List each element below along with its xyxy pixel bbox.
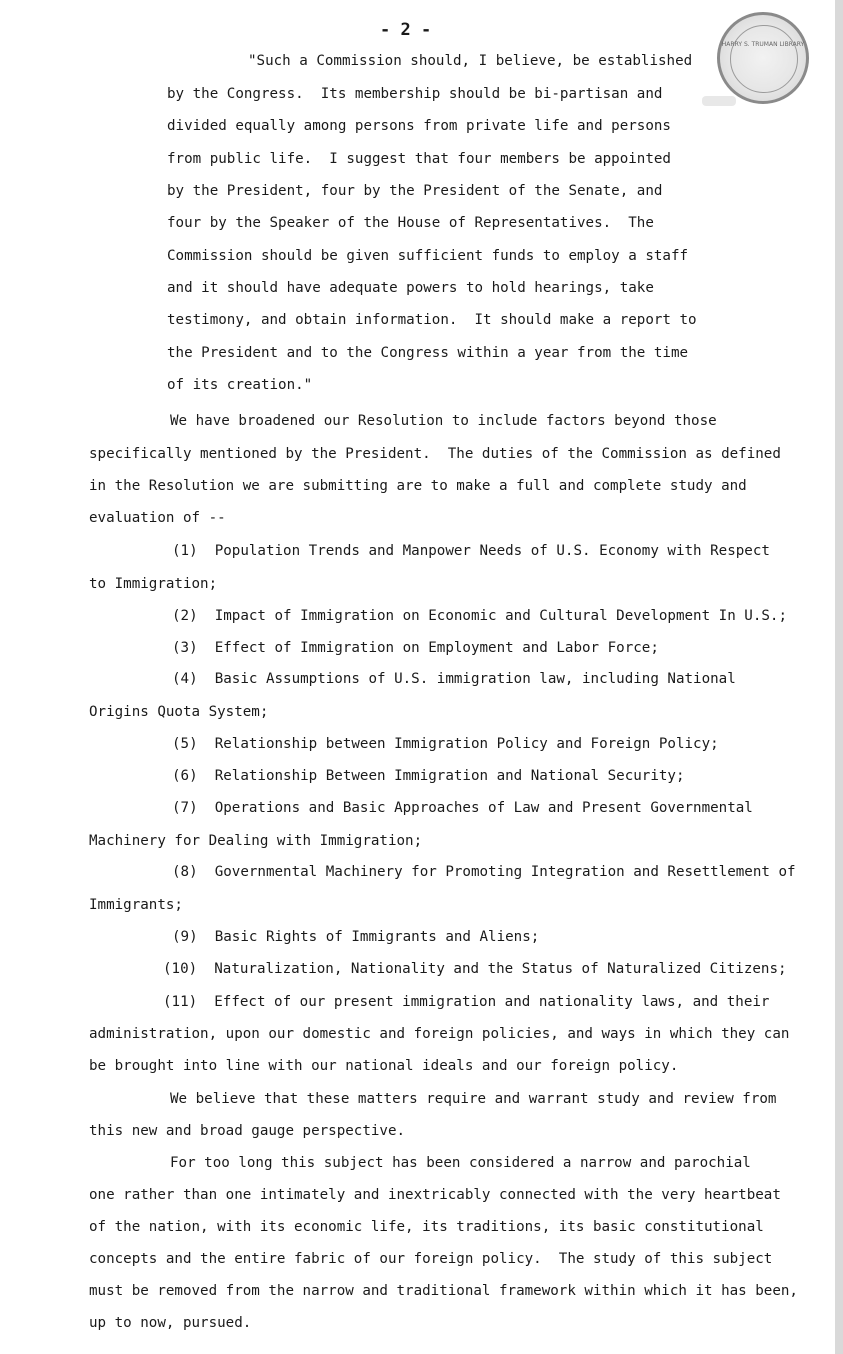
text-line: up to now, pursued. bbox=[89, 1315, 252, 1331]
list-item: (3) Effect of Immigration on Employment and Labor Force; bbox=[172, 640, 659, 656]
text-line: the President and to the Congress within a year from the time bbox=[167, 345, 689, 361]
list-item: (11) Effect of our present immigration and nationality laws, and their bbox=[163, 994, 770, 1010]
page-number: - 2 - bbox=[380, 20, 432, 40]
text-line: We have broadened our Resolution to include factors beyond those bbox=[170, 413, 717, 429]
library-seal-icon bbox=[717, 12, 809, 104]
text-line: four by the Speaker of the House of Representatives. The bbox=[167, 215, 654, 231]
text-line: specifically mentioned by the President. The duties of the Commission as defined bbox=[89, 446, 781, 462]
text-line: testimony, and obtain information. It should make a report to bbox=[167, 312, 697, 328]
text-line: must be removed from the narrow and traditional framework within which it has been, bbox=[89, 1283, 798, 1299]
page-edge bbox=[835, 0, 843, 1354]
text-line: divided equally among persons from private life and persons bbox=[167, 118, 671, 134]
text-line: and it should have adequate powers to hold hearings, take bbox=[167, 280, 654, 296]
list-item: (2) Impact of Immigration on Economic and Cultural Development In U.S.; bbox=[172, 608, 787, 624]
list-item: (9) Basic Rights of Immigrants and Aliens; bbox=[172, 929, 540, 945]
list-item-continued: to Immigration; bbox=[89, 576, 218, 592]
list-item: (5) Relationship between Immigration Policy and Foreign Policy; bbox=[172, 736, 719, 752]
text-line: from public life. I suggest that four members be appointed bbox=[167, 151, 671, 167]
text-line: For too long this subject has been considered a narrow and parochial bbox=[170, 1155, 751, 1171]
text-line: "Such a Commission should, I believe, be established bbox=[248, 53, 693, 69]
text-line: of the nation, with its economic life, its traditions, its basic constitutional bbox=[89, 1219, 764, 1235]
text-line: this new and broad gauge perspective. bbox=[89, 1123, 406, 1139]
text-line: We believe that these matters require and warrant study and review from bbox=[170, 1091, 777, 1107]
list-item-continued: be brought into line with our national ideals and our foreign policy. bbox=[89, 1058, 679, 1074]
list-item: (8) Governmental Machinery for Promoting Integration and Resettlement of bbox=[172, 864, 796, 880]
text-line: by the President, four by the President of the Senate, and bbox=[167, 183, 663, 199]
text-line: of its creation." bbox=[167, 377, 313, 393]
text-line: concepts and the entire fabric of our foreign policy. The study of this subject bbox=[89, 1251, 773, 1267]
list-item: (7) Operations and Basic Approaches of Law and Present Governmental bbox=[172, 800, 753, 816]
list-item-continued: Origins Quota System; bbox=[89, 704, 269, 720]
text-line: one rather than one intimately and inextricably connected with the very heartbeat bbox=[89, 1187, 781, 1203]
list-item: (1) Population Trends and Manpower Needs of U.S. Economy with Respect bbox=[172, 543, 770, 559]
list-item-continued: Immigrants; bbox=[89, 897, 183, 913]
stamp-smudge bbox=[702, 96, 736, 106]
list-item: (4) Basic Assumptions of U.S. immigration law, including National bbox=[172, 671, 736, 687]
text-line: Commission should be given sufficient funds to employ a staff bbox=[167, 248, 689, 264]
list-item-continued: Machinery for Dealing with Immigration; bbox=[89, 833, 423, 849]
list-item: (6) Relationship Between Immigration and National Security; bbox=[172, 768, 685, 784]
text-line: in the Resolution we are submitting are to make a full and complete study and bbox=[89, 478, 747, 494]
text-line: by the Congress. Its membership should be bi-partisan and bbox=[167, 86, 663, 102]
list-item-continued: administration, upon our domestic and foreign policies, and ways in which they can bbox=[89, 1026, 790, 1042]
text-line: evaluation of -- bbox=[89, 510, 226, 526]
list-item: (10) Naturalization, Nationality and the Status of Naturalized Citizens; bbox=[163, 961, 787, 977]
seal-text: HARRY S. TRUMAN LIBRARY bbox=[721, 41, 805, 48]
